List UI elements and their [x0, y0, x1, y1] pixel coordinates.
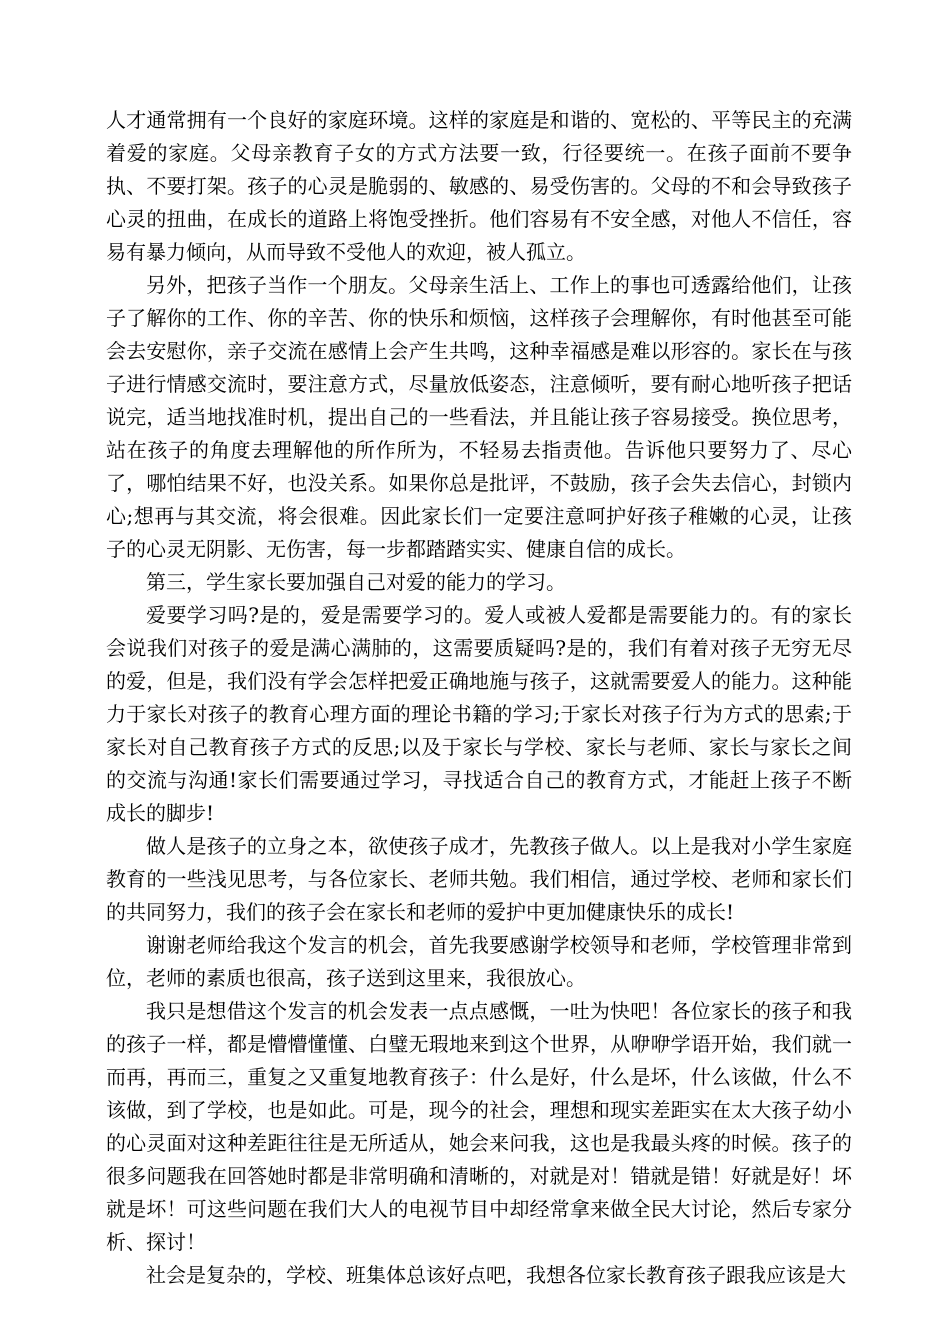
paragraph-reflection: 我只是想借这个发言的机会发表一点点感慨，一吐为快吧！各位家长的孩子和我的孩子一样，都是懵懵懂懂、白璧无瑕地来到这个世界，从咿咿学语开始，我们就一而再，再而三，重复之又重复地教育孩子：什么是好，什么是坏，什么该做，什么不该做，到了学校，也是如此。可是，现今的社会，理想和现实差距实在太大孩子幼小的心灵面对这种差距往往是无所适从，她会来问我，这也是我最头疼的时候。孩子的很多问题我在回答她时都是非常明确和清晰的，对就是对！错就是错！好就是好！坏就是坏！可这些问题在我们大人的电视节目中却经常拿来做全民大讨论，然后专家分析、探讨！ [106, 999, 852, 1254]
paragraph-conclusion: 做人是孩子的立身之本，欲使孩子成才，先教孩子做人。以上是我对小学生家庭教育的一些浅见思考，与各位家长、老师共勉。我们相信，通过学校、老师和家长们的共同努力，我们的孩子会在家长和老师的爱护中更加健康快乐的成长! [106, 834, 852, 924]
paragraph-learning-love: 爱要学习吗?是的，爱是需要学习的。爱人或被人爱都是需要能力的。有的家长会说我们对孩子的爱是满心满肺的，这需要质疑吗?是的，我们有着对孩子无穷无尽的爱，但是，我们没有学会怎样把爱正确地施与孩子，这就需要爱人的能力。这种能力于家长对孩子的教育心理方面的理论书籍的学习;于家长对孩子行为方式的思索;于家长对自己教育孩子方式的反思;以及于家长与学校、家长与老师、家长与家长之间的交流与沟通!家长们需要通过学习，寻找适合自己的教育方式，才能赶上孩子不断成长的脚步! [106, 603, 852, 825]
paragraph-family-environment: 人才通常拥有一个良好的家庭环境。这样的家庭是和谐的、宽松的、平等民主的充满着爱的家庭。父母亲教育子女的方式方法要一致，行径要统一。在孩子面前不要争执、不要打架。孩子的心灵是脆弱的、敏感的、易受伤害的。父母的不和会导致孩子心灵的扭曲，在成长的道路上将饱受挫折。他们容易有不安全感，对他人不信任，容易有暴力倾向，从而导致不受他人的欢迎，被人孤立。 [106, 108, 852, 264]
paragraph-third-point: 第三，学生家长要加强自己对爱的能力的学习。 [146, 570, 566, 594]
paragraph-society: 社会是复杂的，学校、班集体总该好点吧，我想各位家长教育孩子跟我应该是大 [146, 1263, 846, 1287]
paragraph-child-as-friend: 另外，把孩子当作一个朋友。父母亲生活上、工作上的事也可透露给他们，让孩子了解你的工作、你的辛苦、你的快乐和烦恼，这样孩子会理解你，有时他甚至可能会去安慰你，亲子交流在感情上会产生共鸣，这种幸福感是难以形容的。家长在与孩子进行情感交流时，要注意方式，尽量放低姿态，注意倾听，要有耐心地听孩子把话说完，适当地找准时机，提出自己的一些看法，并且能让孩子容易接受。换位思考，站在孩子的角度去理解他的所作所为，不轻易去指责他。告诉他只要努力了、尽心了，哪怕结果不好，也没关系。如果你总是批评，不鼓励，孩子会失去信心，封锁内心;想再与其交流，将会很难。因此家长们一定要注意呵护好孩子稚嫩的心灵，让孩子的心灵无阴影、无伤害，每一步都踏踏实实、健康自信的成长。 [106, 273, 852, 561]
document-page [106, 104, 852, 1292]
paragraph-thanks: 谢谢老师给我这个发言的机会，首先我要感谢学校领导和老师，学校管理非常到位，老师的素质也很高，孩子送到这里来，我很放心。 [106, 933, 852, 990]
